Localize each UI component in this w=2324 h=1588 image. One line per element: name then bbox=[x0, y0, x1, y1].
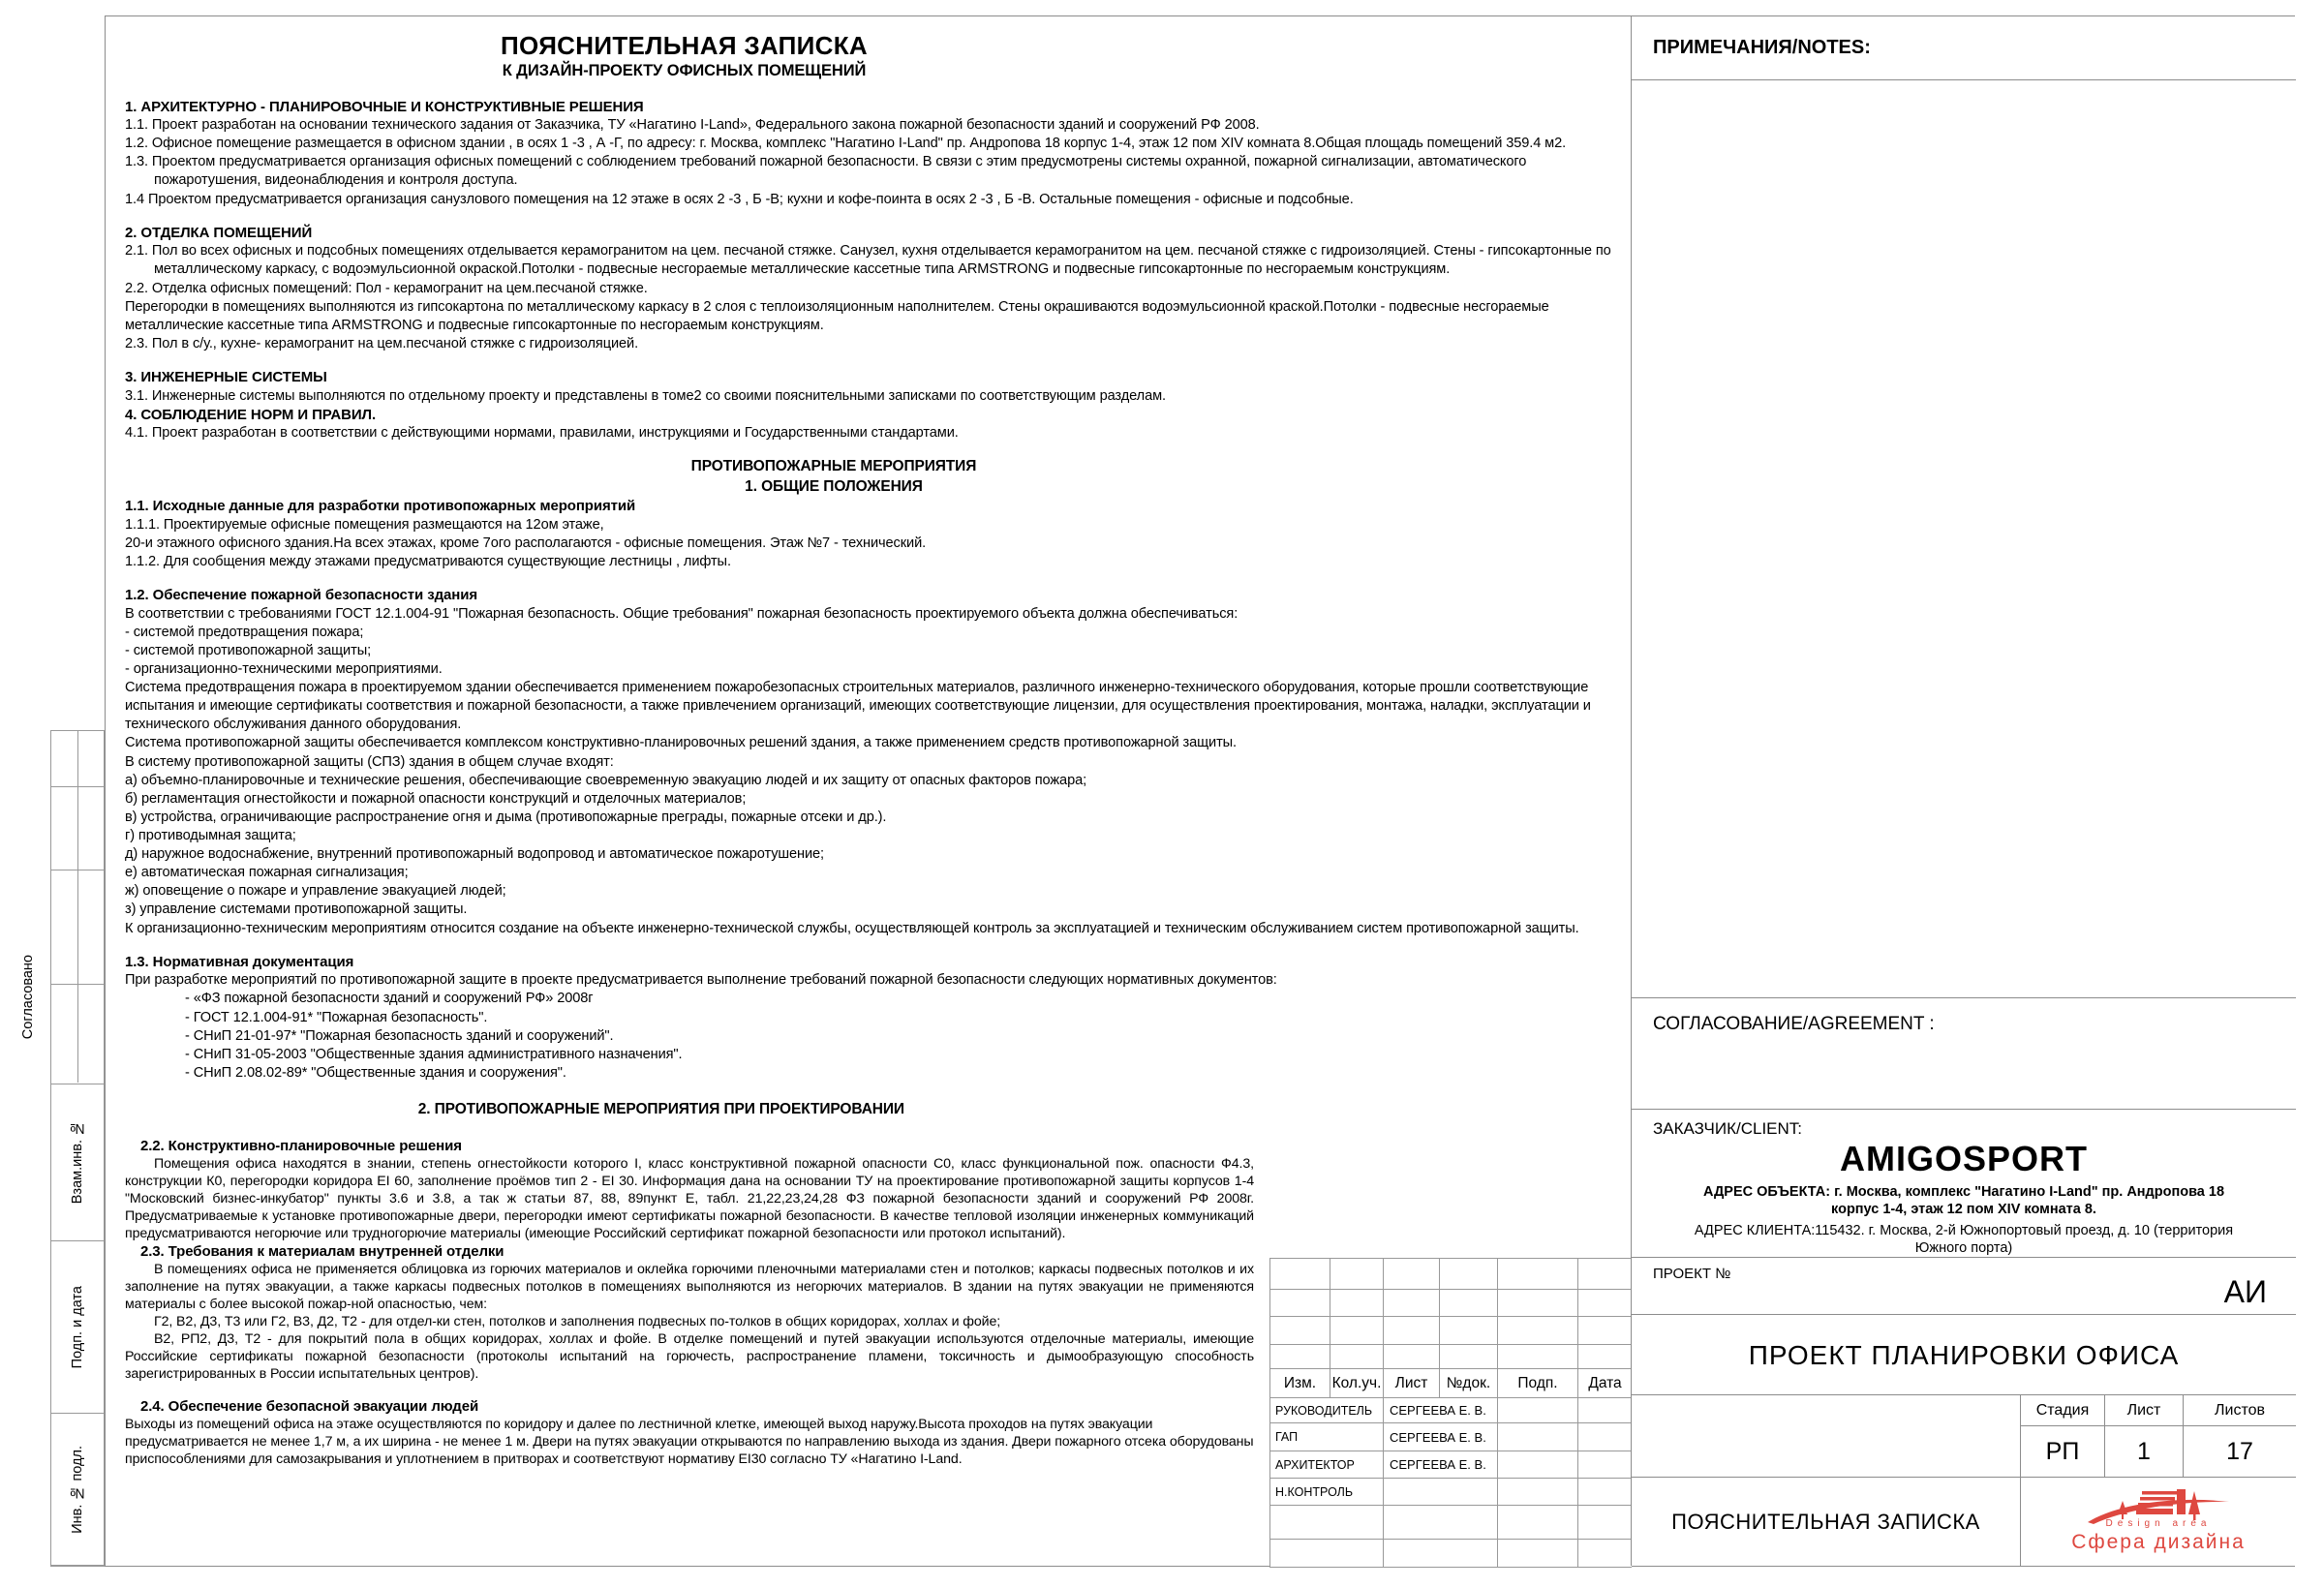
empty-cell bbox=[1440, 1290, 1498, 1317]
role-cell: АРХИТЕКТОР bbox=[1270, 1451, 1384, 1479]
empty-cell bbox=[1578, 1506, 1632, 1540]
doc-block: - организационно-техническими мероприятиями. bbox=[125, 661, 443, 678]
sheets-value: 17 bbox=[2226, 1437, 2253, 1465]
table-row bbox=[1270, 1423, 1632, 1451]
approved-stamp-label bbox=[14, 920, 43, 1075]
table-row bbox=[1270, 1506, 1632, 1540]
empty-cell bbox=[1384, 1290, 1440, 1317]
sidebar-box-label: Подп. и дата bbox=[70, 1285, 85, 1369]
sheets-label: Листов bbox=[2215, 1401, 2265, 1419]
name-cell: СЕРГЕЕВА Е. В. bbox=[1384, 1451, 1498, 1479]
role-cell: ГАП bbox=[1270, 1423, 1384, 1451]
doc-block: 1.1.1. Проектируемые офисные помещения размещаются на 12ом этаже, bbox=[125, 516, 604, 533]
doc-type-label: ПОЯСНИТЕЛЬНАЯ ЗАПИСКА bbox=[1671, 1509, 1980, 1534]
sheet-label: Лист bbox=[2105, 1395, 2184, 1425]
doc-block: 1.3. Проектом предусматривается организация офисных помещений с соблюдением требований пожарной безопасности. В связи с этим предусмотрены системы охранной, пожарной сигнализации, автоматического пожаротушения, видеонаблюдения и контроля доступа. bbox=[125, 154, 1527, 189]
empty-cell bbox=[1578, 1540, 1632, 1568]
doc-block: - системой противопожарной защиты; bbox=[125, 642, 372, 658]
notes-label: ПРИМЕЧАНИЯ/NOTES: bbox=[1653, 37, 1871, 58]
doc-block: Система противопожарной защиты обеспечивается комплексом конструктивно-планировочных решений здания, а также применением средств противопожарной защиты. bbox=[125, 735, 1238, 751]
doc-block: Помещения офиса находятся в знании, степень огнестойкости которого I, класс конструктивной пожарной опасности С0, класс функциональной пож. опасности Ф4.3, конструкции К0, перегородки коридора EI 60, заполнение проёмов тип 2 - EI 30. Информация дана на основании ТУ на проектирование противопожарной защиты корпусов 1-4 "Московский бизнес-инкубатор" пункты 3.6 и 3.8, а так ж статьи 87, 88, 89пункт Е, табл. 21,22,23,24,28 ФЗ пожарной безопасности зданий и сооружений РФ 2008г. Предусматриваемые к установке противопожарные двери, перегородки имеют сертификаты пожарной безопасности. В качестве тепловой изоляции инженерных коммуникаций предусматриваются негорючие или трудногорючие материалы (имеющие Российский сертификат пожарной безопасности или протокол испытаний). bbox=[125, 1155, 1254, 1241]
project-no-label: ПРОЕКТ № bbox=[1653, 1266, 1731, 1282]
doc-block: В систему противопожарной защиты (СПЗ) здания в общем случае входят: bbox=[125, 753, 614, 770]
col-header: Подп. bbox=[1498, 1369, 1578, 1398]
doc-block: 2.2. Конструктивно-планировочные решения bbox=[140, 1137, 462, 1154]
notes-header bbox=[1632, 16, 2296, 80]
doc-block: - СНиП 21-01-97* "Пожарная безопасность зданий и сооружений". bbox=[185, 1027, 614, 1044]
empty-cell bbox=[1578, 1290, 1632, 1317]
doc-block: 2.1. Пол во всех офисных и подсобных помещениях отделывается керамогранитом на цем. песчаной стяжке. Санузел, кухня отделывается керамогранитом на цем. песчаной стяжке с гидроизоляцией. Стены - гипсокартонные по металлическому каркасу, с водоэмульсионной окраской.Потолки - подвесные несгораемые металлические кассетные типа ARMSTRONG и подвесные гипсокартонные по несгораемым конструкциям. bbox=[125, 243, 1611, 278]
doc-block: д) наружное водоснабжение, внутренний противопожарный водопровод и автоматическое пожаротушение; bbox=[125, 846, 825, 863]
doc-block: 1.1. Проект разработан на основании технического задания от Заказчика, ТУ «Нагатино I-Land», Федерального закона пожарной безопасности зданий и сооружений РФ 2008. bbox=[125, 117, 1260, 134]
sidebar-box-podp-data bbox=[51, 1241, 104, 1414]
name-cell: СЕРГЕЕВА Е. В. bbox=[1384, 1398, 1498, 1423]
doc-block: з) управление системами противопожарной защиты. bbox=[125, 901, 468, 918]
doc-block: 2.3. Пол в с/у., кухне- керамогранит на цем.песчаной стяжке с гидроизоляцией. bbox=[125, 335, 639, 351]
col-header: №док. bbox=[1440, 1369, 1498, 1398]
empty-cell bbox=[1270, 1317, 1330, 1345]
doc-block: К организационно-техническим мероприятиям относится создание на объекте инженерно-технической службы, осуществляющей контроль за эксплуатацией и техническим обслуживанием систем противопожарной защиты. bbox=[125, 920, 1579, 936]
empty-cell bbox=[1440, 1259, 1498, 1290]
logo-tagline: Design area bbox=[2105, 1518, 2212, 1529]
stage-value: РП bbox=[2021, 1426, 2105, 1477]
doc-block: В помещениях офиса не применяется облицовка из горючих материалов и оклейка горючими пленочными материалами стен и потолков; каркасы подвесных потолков и их заполнение на путях эвакуации, а также каркасы подвесных потолков в помещениях выполняются из негорючих материалов. В здании на путях эвакуации не применяются материалы с более высокой пожар-ной опасностью, чем: bbox=[125, 1261, 1254, 1312]
col-header: Кол.уч. bbox=[1330, 1369, 1384, 1398]
doc-title: ПОЯСНИТЕЛЬНАЯ ЗАПИСКА bbox=[501, 31, 868, 60]
name-cell: СЕРГЕЕВА Е. В. bbox=[1384, 1423, 1498, 1451]
doc-block: - «ФЗ пожарной безопасности зданий и сооружений РФ» 2008г bbox=[185, 991, 594, 1007]
notes-area bbox=[1632, 80, 2296, 998]
project-title: ПРОЕКТ ПЛАНИРОВКИ ОФИСА bbox=[1632, 1315, 2296, 1395]
doc-block: 2.2. Отделка офисных помещений: Пол - керамогранит на цем.песчаной стяжке. bbox=[125, 280, 648, 296]
doc-block: 1. АРХИТЕКТУРНО - ПЛАНИРОВОЧНЫЕ И КОНСТРУКТИВНЫЕ РЕШЕНИЯ bbox=[125, 98, 644, 115]
doc-block: 1.4 Проектом предусматривается организация санузлового помещения на 12 этаже в осях 2 -3 , Б -В; кухни и кофе-поинта в осях 2 -3 , Б -В. Остальные помещения - офисные и подсобные. bbox=[125, 191, 1354, 207]
doc-block: Г2, В2, Д3, Т3 или Г2, В3, Д2, Т2 - для отдел-ки стен, потолков и заполнения подвесных по-толков в общих коридорах, холлах и фойе; bbox=[154, 1313, 1001, 1329]
stage-sheet-header-row bbox=[2021, 1395, 2296, 1426]
approved-label: Согласовано bbox=[20, 955, 36, 1040]
table-row bbox=[1270, 1540, 1632, 1568]
doc-subtitle: К ДИЗАЙН-ПРОЕКТУ ОФИСНЫХ ПОМЕЩЕНИЙ bbox=[502, 61, 867, 79]
empty-cell bbox=[1440, 1345, 1498, 1369]
empty-cell bbox=[1330, 1345, 1384, 1369]
sidebar-divider bbox=[77, 731, 78, 1083]
date-cell bbox=[1578, 1423, 1632, 1451]
client-name: AMIGOSPORT bbox=[1839, 1139, 2088, 1178]
signature-cell bbox=[1498, 1423, 1578, 1451]
role-cell: РУКОВОДИТЕЛЬ bbox=[1270, 1398, 1384, 1423]
empty-cell bbox=[1578, 1317, 1632, 1345]
empty-cell bbox=[1384, 1345, 1440, 1369]
empty-cell bbox=[1632, 1395, 2020, 1478]
project-code: АИ bbox=[2223, 1274, 2267, 1309]
doc-block: 3. ИНЖЕНЕРНЫЕ СИСТЕМЫ bbox=[125, 368, 327, 385]
client-address: АДРЕС КЛИЕНТА:115432. г. Москва, 2-й Южнопортовый проезд, д. 10 (территория Южного порта) bbox=[1694, 1223, 2234, 1257]
doc-block: 1.2. Обеспечение пожарной безопасности здания bbox=[125, 587, 477, 604]
doc-block: г) противодымная защита; bbox=[125, 828, 296, 843]
table-header-row bbox=[1270, 1369, 1632, 1398]
col-header: Дата bbox=[1578, 1369, 1632, 1398]
doc-lower-blocks bbox=[125, 1100, 1254, 1468]
sidebar-box-inv-podl bbox=[51, 1414, 104, 1566]
empty-cell bbox=[1578, 1345, 1632, 1369]
sidebar-box-vzam-inv bbox=[51, 1084, 104, 1241]
agreement-label: СОГЛАСОВАНИЕ/AGREEMENT : bbox=[1653, 1014, 1935, 1034]
doc-block: 2. ПРОТИВОПОЖАРНЫЕ МЕРОПРИЯТИЯ ПРИ ПРОЕКТИРОВАНИИ bbox=[417, 1100, 904, 1117]
doc-block: 2.4. Обеспечение безопасной эвакуации людей bbox=[140, 1398, 479, 1416]
date-cell bbox=[1578, 1451, 1632, 1479]
stage-sheet-value-row bbox=[2021, 1426, 2296, 1478]
doc-block: При разработке мероприятий по противопожарной защите в проекте предусматривается выполнение требований пожарной безопасности следующих нормативных документов: bbox=[125, 972, 1277, 989]
doc-block: В соответствии с требованиями ГОСТ 12.1.004-91 "Пожарная безопасность. Общие требования" пожарная безопасность проектируемого объекта должна обеспечиваться: bbox=[125, 605, 1238, 622]
empty-cell bbox=[1384, 1506, 1498, 1540]
empty-cell bbox=[1384, 1317, 1440, 1345]
table-row bbox=[1270, 1259, 1632, 1290]
doc-block: Система предотвращения пожара в проектируемом здании обеспечивается применением пожаробезопасных строительных материалов, различного инженерно-технического оборудования, которые прошли соответствующие испытания и имеющие сертификаты соответствия и пожарной безопасности, а также привлечением организаций, имеющих соответствующие лицензии, для осуществления проектирования, монтажа, наладки, эксплуатации и технического обслуживания данного оборудования. bbox=[125, 680, 1591, 733]
signature-cell bbox=[1498, 1479, 1578, 1506]
doc-block: 3.1. Инженерные системы выполняются по отдельному проекту и представлены в томе2 со своими пояснительными записками по соответствующим разделам. bbox=[125, 387, 1166, 404]
empty-cell bbox=[1330, 1317, 1384, 1345]
project-number-row bbox=[1632, 1258, 2296, 1315]
title-block-bottom-band bbox=[1632, 1395, 2296, 1566]
empty-cell bbox=[1270, 1290, 1330, 1317]
client-section bbox=[1632, 1110, 2296, 1258]
date-cell bbox=[1578, 1479, 1632, 1506]
empty-cell bbox=[1270, 1506, 1384, 1540]
signature-cell bbox=[1498, 1451, 1578, 1479]
doc-block: 4. СОБЛЮДЕНИЕ НОРМ И ПРАВИЛ. bbox=[125, 406, 377, 423]
doc-block: Перегородки в помещениях выполняются из гипсокартона по металлическому каркасу в 2 слоя с теплоизоляционным наполнителем. Стены окрашиваются водоэмульсионной краской.Потолки - подвесные несгораемые металлические кассетные типа ARMSTRONG и подвесные гипсокартонные по несгораемым конструкциям. bbox=[125, 298, 1549, 333]
doc-block: - СНиП 31-05-2003 "Общественные здания административного назначения". bbox=[185, 1046, 683, 1062]
date-cell bbox=[1578, 1398, 1632, 1423]
doc-block: 1.2. Офисное помещение размещается в офисном здании , в осях 1 -3 , А -Г, по адресу: г. Москва, комплекс "Нагатино I-Land" пр. Андропова 18 корпус 1-4, этаж 12 пом XIV комната 8.Общая площадь помещений 359.4 м2. bbox=[125, 136, 1567, 152]
table-row bbox=[1270, 1398, 1632, 1423]
empty-cell bbox=[1270, 1259, 1330, 1290]
doc-block: ПРОТИВОПОЖАРНЫЕ МЕРОПРИЯТИЯ bbox=[690, 458, 977, 475]
doc-block: 1.1. Исходные данные для разработки противопожарных мероприятий bbox=[125, 498, 636, 515]
sidebar-stamp-column bbox=[50, 730, 105, 1567]
table-row bbox=[1270, 1290, 1632, 1317]
revision-signature-table bbox=[1269, 1258, 1632, 1568]
empty-cell bbox=[1498, 1506, 1578, 1540]
signature-cell bbox=[1498, 1398, 1578, 1423]
empty-cell bbox=[1270, 1540, 1384, 1568]
empty-cell bbox=[1498, 1345, 1578, 1369]
doc-block: - системой предотвращения пожара; bbox=[125, 624, 364, 640]
client-label: ЗАКАЗЧИК/CLIENT: bbox=[1653, 1119, 1803, 1138]
sidebar-box-label: Инв. № подл. bbox=[70, 1445, 85, 1534]
role-cell: Н.КОНТРОЛЬ bbox=[1270, 1479, 1384, 1506]
table-row bbox=[1270, 1345, 1632, 1369]
table-row bbox=[1270, 1479, 1632, 1506]
stage-label: Стадия bbox=[2021, 1395, 2105, 1425]
logo-name: Сфера дизайна bbox=[2071, 1531, 2246, 1553]
doc-upper-blocks bbox=[125, 98, 1617, 1083]
agreement-section bbox=[1632, 998, 2296, 1110]
doc-block: Выходы из помещений офиса на этаже осуществляются по коридору и далее по лестничной клетке, имеющей выход наружу.Высота проходов на путях эвакуации предусматривается не менее 1,7 м, а их ширина - не менее 1 м. Двери на путях эвакуации открываются по направлению выхода из здания. Двери пожарного отсека оборудованы приспособлениями для самозакрывания и уплотнением в притворах и соответствуют нормативу EI30 согласно ТУ «Нагатино I-Land. bbox=[125, 1417, 1254, 1468]
empty-cell bbox=[1578, 1259, 1632, 1290]
empty-cell bbox=[1498, 1290, 1578, 1317]
doc-block: 1.1.2. Для сообщения между этажами предусматриваются существующие лестницы , лифты. bbox=[125, 553, 731, 569]
doc-block: В2, РП2, Д3, Т2 - для покрытий пола в общих коридорах, холлах и фойе. В отделке помещений и путей эвакуации используются отделочные материалы, имеющие Российские сертификаты пожарной безопасности (протоколы испытаний на горючесть, распространение пламени, токсичность и дымообразующую способность зарегистрированных в России испытательных центров). bbox=[125, 1331, 1254, 1383]
empty-cell bbox=[1440, 1317, 1498, 1345]
doc-block: ж) оповещение о пожаре и управление эвакуацией людей; bbox=[125, 883, 506, 900]
sheet-value: 1 bbox=[2105, 1426, 2184, 1477]
doc-block: б) регламентация огнестойкости и пожарной опасности конструкций и отделочных материалов; bbox=[125, 790, 747, 807]
col-header: Лист bbox=[1384, 1369, 1440, 1398]
title-block bbox=[1631, 16, 2296, 1566]
doc-block: 2.3. Требования к материалам внутренней отделки bbox=[140, 1242, 505, 1260]
empty-cell bbox=[1498, 1540, 1578, 1568]
doc-block: - ГОСТ 12.1.004-91* "Пожарная безопасность". bbox=[185, 1009, 488, 1025]
doc-block: 2. ОТДЕЛКА ПОМЕЩЕНИЙ bbox=[125, 224, 313, 241]
empty-cell bbox=[1498, 1259, 1578, 1290]
sidebar-box-label: Взам.инв. № bbox=[70, 1120, 85, 1205]
drawing-frame bbox=[105, 15, 2295, 1567]
stage-sheet-column bbox=[2021, 1395, 2296, 1566]
doc-block: е) автоматическая пожарная сигнализация; bbox=[125, 865, 409, 881]
object-address: АДРЕС ОБЪЕКТА: г. Москва, комплекс "Нагатино I-Land" пр. Андропова 18 корпус 1-4, этаж 12 пом XIV комната 8. bbox=[1702, 1183, 2225, 1217]
empty-cell bbox=[1384, 1540, 1498, 1568]
doc-block: 20-и этажного офисного здания.На всех этажах, кроме 7ого располагаются - офисные помещения. Этаж №7 - технический. bbox=[125, 534, 927, 551]
empty-cell bbox=[1330, 1290, 1384, 1317]
name-cell bbox=[1384, 1479, 1498, 1506]
empty-cell bbox=[1498, 1317, 1578, 1345]
empty-cell bbox=[1384, 1259, 1440, 1290]
company-logo bbox=[2021, 1478, 2296, 1566]
doc-block: - СНиП 2.08.02-89* "Общественные здания и сооружения". bbox=[185, 1064, 566, 1081]
empty-cell bbox=[1330, 1259, 1384, 1290]
table-row bbox=[1270, 1451, 1632, 1479]
doc-block: 4.1. Проект разработан в соответствии с действующими нормами, правилами, инструкциями и Государственными стандартами. bbox=[125, 425, 959, 442]
doc-block: 1.3. Нормативная документация bbox=[125, 953, 354, 970]
table-row bbox=[1270, 1317, 1632, 1345]
empty-cell bbox=[1270, 1345, 1330, 1369]
doc-block: в) устройства, ограничивающие распространение огня и дыма (противопожарные преграды, пожарные отсеки и др.). bbox=[125, 809, 887, 825]
doc-block: а) объемно-планировочные и технические решения, обеспечивающие своевременную эвакуацию людей и их защиту от опасных факторов пожара; bbox=[125, 772, 1087, 788]
doc-block: 1. ОБЩИЕ ПОЛОЖЕНИЯ bbox=[745, 477, 923, 495]
col-header: Изм. bbox=[1270, 1369, 1330, 1398]
doc-type-column bbox=[1632, 1395, 2021, 1566]
